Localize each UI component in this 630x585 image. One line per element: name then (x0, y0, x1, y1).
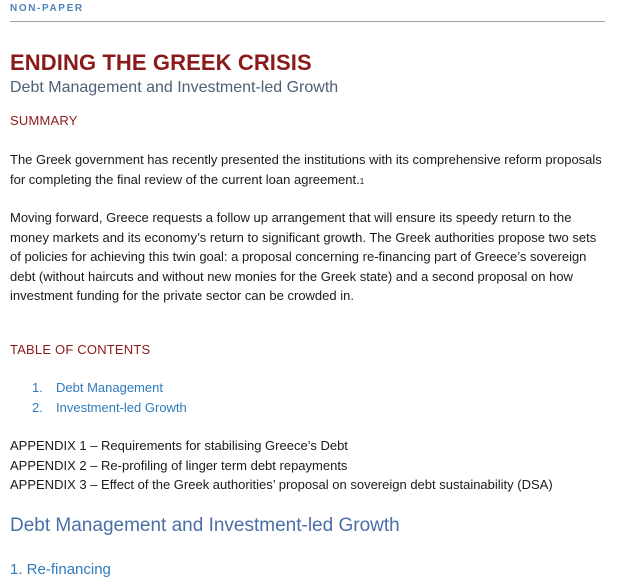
summary-heading: SUMMARY (10, 113, 78, 128)
toc-item-debt-management[interactable] (32, 378, 187, 398)
appendix-list (10, 436, 553, 495)
summary-paragraph-1-text: The Greek government has recently presented the institutions with its comprehensive reform proposals for completing the final review of the current loan agreement. (10, 152, 602, 187)
document-subtitle: Debt Management and Investment-led Growth (10, 79, 339, 96)
toc-item-investment-led-growth[interactable] (32, 398, 187, 418)
toc-item-label[interactable]: Debt Management (56, 380, 163, 395)
footnote-reference[interactable]: 1 (359, 176, 365, 186)
section-heading: Debt Management and Investment-led Growth (10, 515, 400, 536)
appendix-item-3: APPENDIX 3 – Effect of the Greek authorities’ proposal on sovereign debt sustainability (DSA) (10, 477, 553, 492)
toc-list (32, 378, 187, 417)
summary-paragraph-1 (10, 150, 610, 191)
toc-heading: TABLE OF CONTENTS (10, 342, 151, 357)
summary-paragraph-2: Moving forward, Greece requests a follow up arrangement that will ensure its speedy return to the money markets and its economy’s return to significant growth. The Greek authorities propose two sets of policies for achieving this twin goal: a proposal concerning re-financing part of Greece’s sovereign debt (without haircuts and without new monies for the Greek state) and a second proposal on how investment funding for the private sector can be crowded in. (10, 210, 597, 303)
toc-item-number: 2. (32, 399, 43, 415)
appendix-item-1: APPENDIX 1 – Requirements for stabilising Greece’s Debt (10, 438, 348, 453)
document-title: ENDING THE GREEK CRISIS (10, 50, 312, 75)
header-label: NON-PAPER (10, 3, 84, 14)
toc-item-label[interactable]: Investment-led Growth (56, 399, 187, 415)
toc-item-number: 1. (32, 380, 43, 395)
appendix-item-2: APPENDIX 2 – Re-profiling of linger term debt repayments (10, 457, 348, 473)
section-subheading: 1. Re-financing (10, 561, 111, 578)
header-divider (10, 21, 605, 22)
